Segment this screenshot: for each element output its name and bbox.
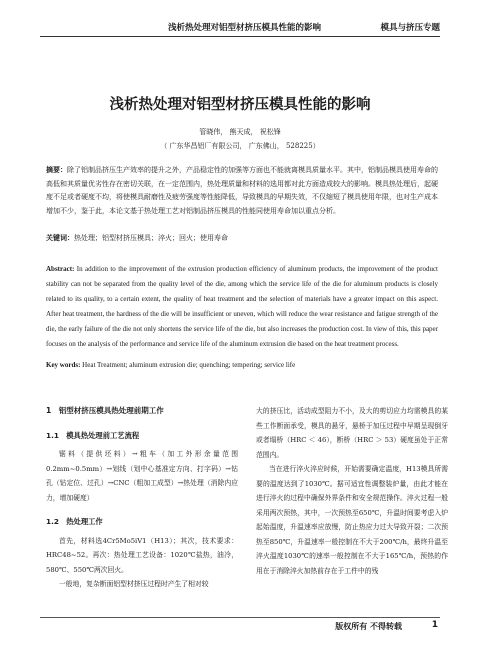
subsection-1-1-heading: 1.1 模具热处理前工艺流程 bbox=[46, 430, 140, 440]
keywords-cn bbox=[46, 232, 438, 245]
abstract-cn bbox=[46, 164, 438, 218]
running-header bbox=[40, 18, 440, 37]
article-authors: 管晓伟， 熊天成， 祝松锋 bbox=[199, 128, 281, 136]
abstract-cn-text: 除了铝制品挤压生产效率的提升之外，产品稳定性的加强等方面也不能就离模具质量水平。其中，铝制品模具使用寿命的高低和其质量优劣性存在密切关联，在一定范围内，热处理质量和材料的选用都对此方面造成较大的影响。模具热处理后，起硬度不足或者硬度不均，将使模具耐磨性及疲劳强度等性能降低，导致模具的早期失效，不仅缩短了模具使用年限，也对生产成本增加不少，鉴于此，本论文基于热处理工艺对铝制品挤压模具的性能同使用寿命加以重点分析。 bbox=[46, 166, 438, 215]
subsection-1-2-text: 首先，材料选4Cr5Mo5iV1（H13）；其次，技术要求：HRC48~52。再次：热处理工艺设备：1020℃盐热，油冷，580℃、550℃两次回火。 bbox=[46, 536, 238, 574]
subsection-1-2-heading: 1.2 热处理工作 bbox=[46, 517, 103, 526]
abstract-en bbox=[46, 262, 438, 352]
page-footer bbox=[40, 617, 440, 632]
keywords-cn-text: 热处理；铝型材挤压模具；淬火；回火；使用寿命 bbox=[74, 234, 228, 242]
subsection-1-1-text: 锯料（提供坯料）→粗车（加工外形余量范围0.2mm~0.5mm）→划线（划中心基准定方向、打字码）→钻孔（钻定位、过孔）→CNC（粗加工成型）→热处理（消除内应力，增加硬度） bbox=[46, 450, 238, 502]
body-column-right bbox=[256, 404, 448, 578]
running-title: 浅析热处理对铝型材挤压模具性能的影响 bbox=[168, 23, 322, 33]
section-label: 模具与挤压专题 bbox=[380, 23, 440, 33]
section-1-heading: 1 铝型材挤压模具热处理前期工作 bbox=[46, 406, 164, 415]
article-title: 浅析热处理对铝型材挤压模具性能的影响 bbox=[109, 97, 371, 113]
right-paragraph-2: 当在进行淬火淬应时候，开始需要确定温度，H13模具所需要的温度达到了1030℃。据可适宜性调整装炉量，由此才能在进行淬火的过程中确保外界条件和安全规范操作。淬火过程一般采用两次预热，其中，一次预热至650℃，升温时间要考虑入炉起始温度，升温速率应放慢，防止热应力过大导致开裂；二次预热至850℃，升温速率一般控制在不大于200℃/h，最终升温至淬火温度1030℃的速率一般控制在不大于165℃/h，预热的作用在于消除淬火加热前存在于工件中的残 bbox=[256, 465, 448, 575]
copyright-notice: 版权所有 不得转载 bbox=[335, 621, 402, 631]
abstract-cn-label: 摘要： bbox=[46, 166, 67, 174]
body-column-left bbox=[46, 404, 238, 592]
subsection-1-2-text-continued: 一般地，复杂断面铝型材挤压过程时产生了相对较 bbox=[59, 580, 209, 588]
keywords-en-label: Key words: bbox=[46, 361, 81, 369]
article-affiliation: （ 广东华昌铝厂有限公司， 广东佛山， 528225） bbox=[160, 142, 320, 150]
abstract-en-label: Abstract: bbox=[46, 265, 75, 273]
keywords-en-text: Heat Treatment; aluminum extrusion die; quenching; tempering; service life bbox=[82, 361, 296, 369]
keywords-en bbox=[46, 359, 438, 372]
keywords-cn-label: 关键词： bbox=[46, 234, 74, 242]
abstract-en-text: In addition to the improvement of the extrusion production efficiency of aluminum products, the improvement of the product stability can not be separated from the quality level of the die, among which the service life of the die for aluminum products is closely related to its quality, to a certain extent, the quality of heat treatment and the selection of materials have a greater impact on this aspect. After heat treatment, the hardness of the die will be insufficient or uneven, which will reduce the wear resistance and fatigue strength of the die, the early failure of the die not only shortens the service life of the die, but also increases the production cost. In view of this, this paper focuses on the analysis of the performance and service life of the aluminum extrusion die based on the heat treatment process. bbox=[46, 265, 438, 348]
page-number: 1 bbox=[431, 620, 438, 630]
right-paragraph-1: 大的挤压比，活动成型阻力不小，及大的剪切应力均需模具的某些工作断面承受，模具的悬牙，悬桥于加压过程中早期呈现倒牙或者塌桥（HRC ＜ 46），断桥（HRC ＞ 53）硬度虽处于正常范围内。 bbox=[256, 407, 448, 459]
